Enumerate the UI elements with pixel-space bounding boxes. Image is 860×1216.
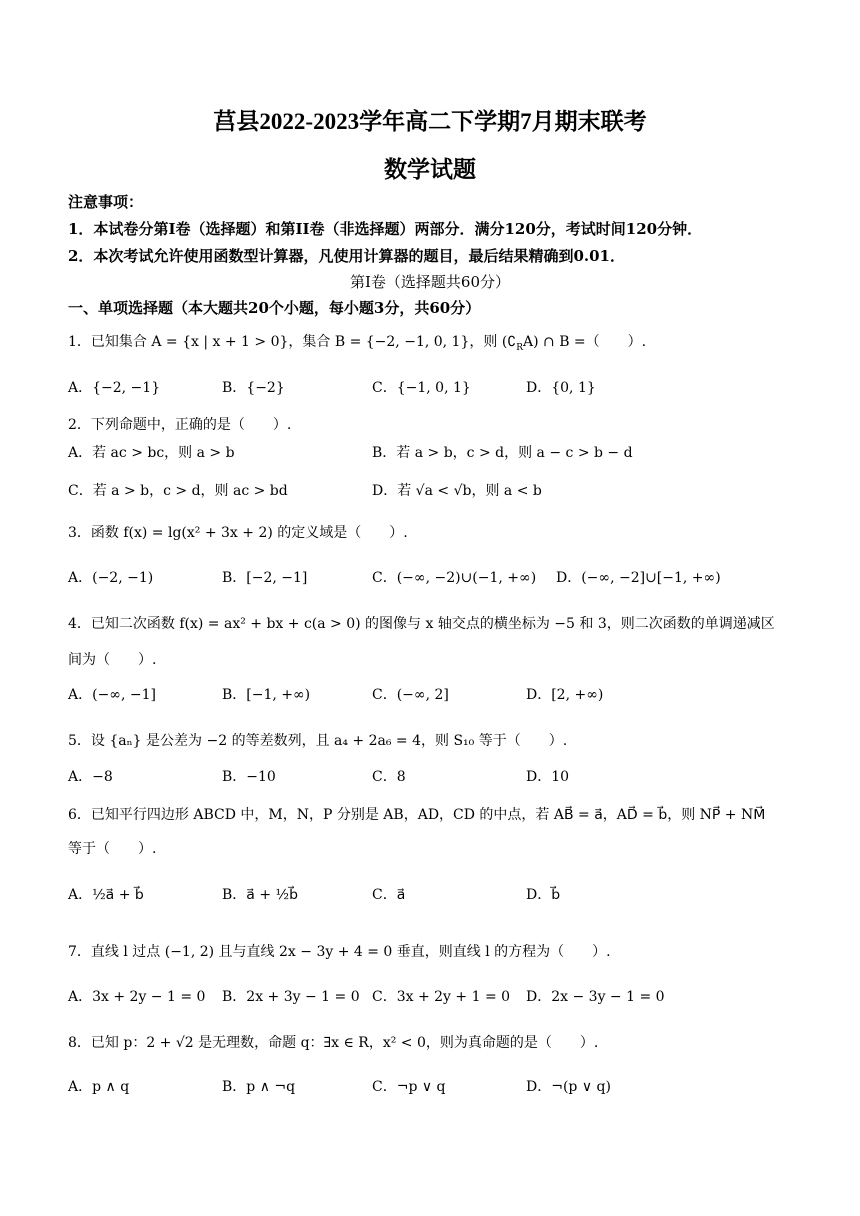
exam-title: 莒县2022-2023学年高二下学期7月期末联考	[213, 109, 647, 134]
question-4-option-c: C．(−∞, 2]	[372, 687, 449, 703]
question-2-option-b: B．若 a > b，c > d，则 a − c > b − d	[372, 445, 633, 461]
question-4-stem-cont: 间为（ ）.	[68, 652, 157, 668]
notice-heading: 注意事项：	[68, 193, 144, 211]
question-5-option-a: A．−8	[68, 769, 113, 785]
question-7-option-d: D．2x − 3y − 1 = 0	[526, 989, 665, 1005]
question-3-option-d: D．(−∞, −2]∪[−1, +∞)	[556, 570, 721, 586]
notice-item: 1．本试卷分第I卷（选择题）和第II卷（非选择题）两部分．满分120分，考试时间120分钟．	[68, 220, 703, 238]
question-1-option-b: B．{−2}	[222, 380, 285, 396]
question-8-stem: 8．已知 p：2 + √2 是无理数，命题 q：∃x ∈ R，x² < 0，则为真命题的是（ ）.	[68, 1035, 599, 1051]
exam-subtitle: 数学试题	[384, 157, 476, 182]
question-2-option-a: A．若 ac > bc，则 a > b	[68, 445, 235, 461]
question-2-option-c: C．若 a > b，c > d，则 ac > bd	[68, 483, 288, 499]
question-3-option-c: C．(−∞, −2)∪(−1, +∞)	[372, 570, 537, 586]
question-6-option-a: A．½a⃗ + b⃗	[68, 887, 144, 903]
question-8-option-c: C．¬p ∨ q	[372, 1079, 446, 1095]
question-8-option-a: A．p ∧ q	[68, 1079, 130, 1095]
question-1-stem: 1．已知集合 A = {x | x + 1 > 0}，集合 B = {−2, −1, 0, 1}，则 $(∁_RA)$ ∩ B =（ ）.	[68, 334, 647, 353]
question-7-option-b: B．2x + 3y − 1 = 0	[222, 989, 360, 1005]
question-3-stem: 3．函数 f(x) = lg(x² + 3x + 2) 的定义域是（ ）.	[68, 525, 408, 541]
question-5-option-c: C．8	[372, 769, 406, 785]
notice-item: 2．本次考试允许使用函数型计算器，凡使用计算器的题目，最后结果精确到0.01．	[68, 247, 625, 265]
question-7-option-c: C．3x + 2y + 1 = 0	[372, 989, 511, 1005]
question-6-stem-cont: 等于（ ）.	[68, 841, 157, 857]
question-3-option-b: B．[−2, −1]	[222, 570, 308, 586]
question-1-option-a: A．{−2, −1}	[68, 380, 161, 396]
question-6-option-d: D．b⃗	[526, 887, 561, 903]
question-5-option-d: D．10	[526, 769, 570, 785]
question-3-option-a: A．(−2, −1)	[68, 570, 154, 586]
part-title: 一、单项选择题（本大题共20个小题，每小题3分，共60分）	[68, 299, 481, 317]
question-5-stem: 5．设 {aₙ} 是公差为 −2 的等差数列，且 a₄ + 2a₆ = 4，则 S₁₀ 等于（ ）.	[68, 733, 568, 749]
question-8-option-d: D．¬(p ∨ q)	[526, 1079, 611, 1095]
volume-title: 第I卷（选择题共60分）	[349, 273, 510, 291]
question-4-option-a: A．(−∞, −1]	[68, 687, 156, 703]
question-1-option-d: D．{0, 1}	[526, 380, 596, 396]
question-2-option-d: D．若 √a < √b，则 a < b	[372, 483, 542, 499]
question-7-stem: 7．直线 l 过点 (−1, 2) 且与直线 2x − 3y + 4 = 0 垂直，则直线 l 的方程为（ ）.	[68, 944, 611, 960]
question-6-option-b: B．a⃗ + ½b⃗	[222, 887, 298, 903]
question-7-option-a: A．3x + 2y − 1 = 0	[68, 989, 206, 1005]
question-4-stem: 4．已知二次函数 f(x) = ax² + bx + c(a > 0) 的图像与 x 轴交点的横坐标为 −5 和 3，则二次函数的单调递减区	[68, 616, 775, 632]
question-8-option-b: B．p ∧ ¬q	[222, 1079, 296, 1095]
question-6-stem: 6．已知平行四边形 ABCD 中，M，N，P 分别是 AB，AD，CD 的中点，若 AB⃗ = a⃗，AD⃗ = b⃗，则 NP⃗ + NM⃗	[68, 807, 766, 823]
question-1-option-c: C．{−1, 0, 1}	[372, 380, 471, 396]
question-4-option-b: B．[−1, +∞)	[222, 687, 311, 703]
question-5-option-b: B．−10	[222, 769, 276, 785]
question-6-option-c: C．a⃗	[372, 887, 406, 903]
question-4-option-d: D．[2, +∞)	[526, 687, 604, 703]
question-2-stem: 2．下列命题中，正确的是（ ）.	[68, 417, 292, 433]
